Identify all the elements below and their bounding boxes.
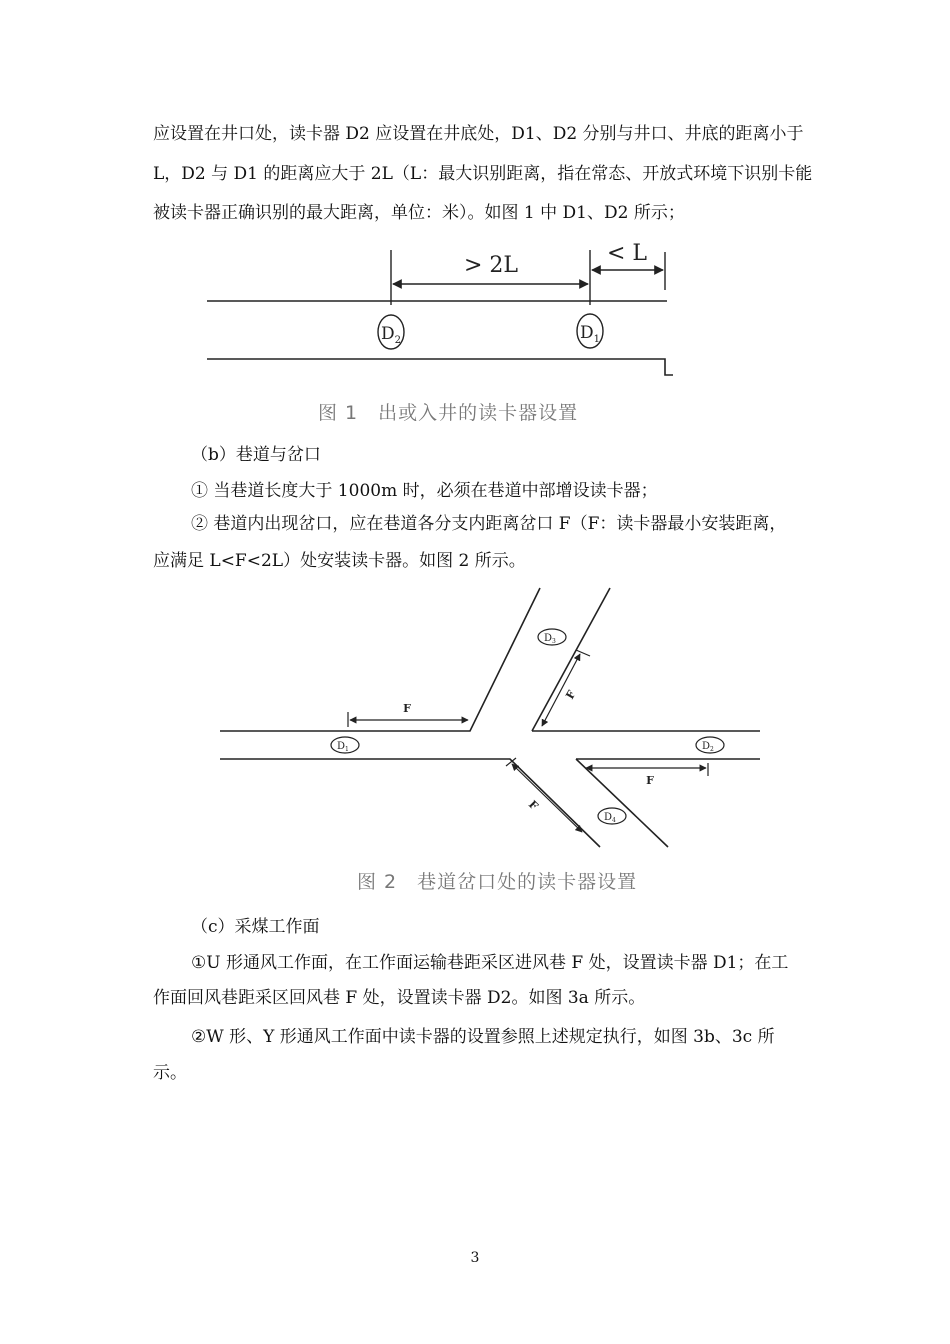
fig2-d1-label: D [337, 741, 346, 752]
section-c-item-1-line-1: ①U 形通风工作面，在工作面运输巷距采区进风巷 F 处，设置读卡器 D1；在工 [191, 953, 789, 973]
fig2-d3-label: D [544, 633, 553, 644]
figure-1 [195, 240, 695, 390]
section-b-heading: （b）巷道与岔口 [191, 445, 321, 465]
reader-d2-label: D [381, 324, 395, 344]
reader-d2-sub: 2 [394, 335, 402, 346]
dim-2l-label: > 2L [463, 253, 519, 278]
fig2-d4-sub: 4 [612, 817, 616, 824]
section-c-item-2-line-2: 示。 [153, 1063, 187, 1083]
fig2-d3-sub: 3 [552, 638, 556, 645]
figure-2-caption: 图 2 巷道岔口处的读卡器设置 [357, 871, 638, 893]
figure-1-caption: 图 1 出或入井的读卡器设置 [318, 402, 579, 424]
section-b-item-1: ① 当巷道长度大于 1000m 时，必须在巷道中部增设读卡器； [191, 481, 658, 501]
f-left-label: F [403, 702, 411, 715]
paragraph-line-2: L，D2 与 D1 的距离应大于 2L（L：最大识别距离，指在常态、开放式环境下识别卡能 [153, 164, 813, 184]
f-upper-label: F [563, 688, 579, 702]
paragraph-line-1: 应设置在井口处，读卡器 D2 应设置在井底处，D1、D2 分别与井口、井底的距离小于 [153, 124, 804, 144]
fig2-d2-sub: 2 [710, 746, 714, 753]
reader-d1-sub: 1 [593, 334, 601, 345]
f-lower-label: F [525, 797, 541, 813]
page-number: 3 [470, 1250, 480, 1266]
f-right-label: F [646, 774, 654, 787]
section-c-item-1-line-2: 作面回风巷距采区回风巷 F 处，设置读卡器 D2。如图 3a 所示。 [153, 988, 646, 1008]
section-c-heading: （c）采煤工作面 [191, 917, 320, 937]
section-b-item-2-line-1: ② 巷道内出现岔口，应在巷道各分支内距离岔口 F（F：读卡器最小安装距离， [191, 514, 787, 534]
section-c-item-2-line-1: ②W 形、Y 形通风工作面中读卡器的设置参照上述规定执行，如图 3b、3c 所 [191, 1027, 775, 1047]
reader-d1-label: D [580, 323, 594, 343]
fig2-d2-label: D [702, 741, 711, 752]
figure-2 [210, 580, 770, 850]
paragraph-line-3: 被读卡器正确识别的最大距离，单位：米）。如图 1 中 D1、D2 所示； [153, 203, 685, 223]
fig2-d1-sub: 1 [345, 746, 349, 753]
dim-l-label: < L [606, 241, 648, 266]
fig2-d4-label: D [604, 812, 613, 823]
section-b-item-2-line-2: 应满足 L<F<2L）处安装读卡器。如图 2 所示。 [153, 551, 526, 571]
